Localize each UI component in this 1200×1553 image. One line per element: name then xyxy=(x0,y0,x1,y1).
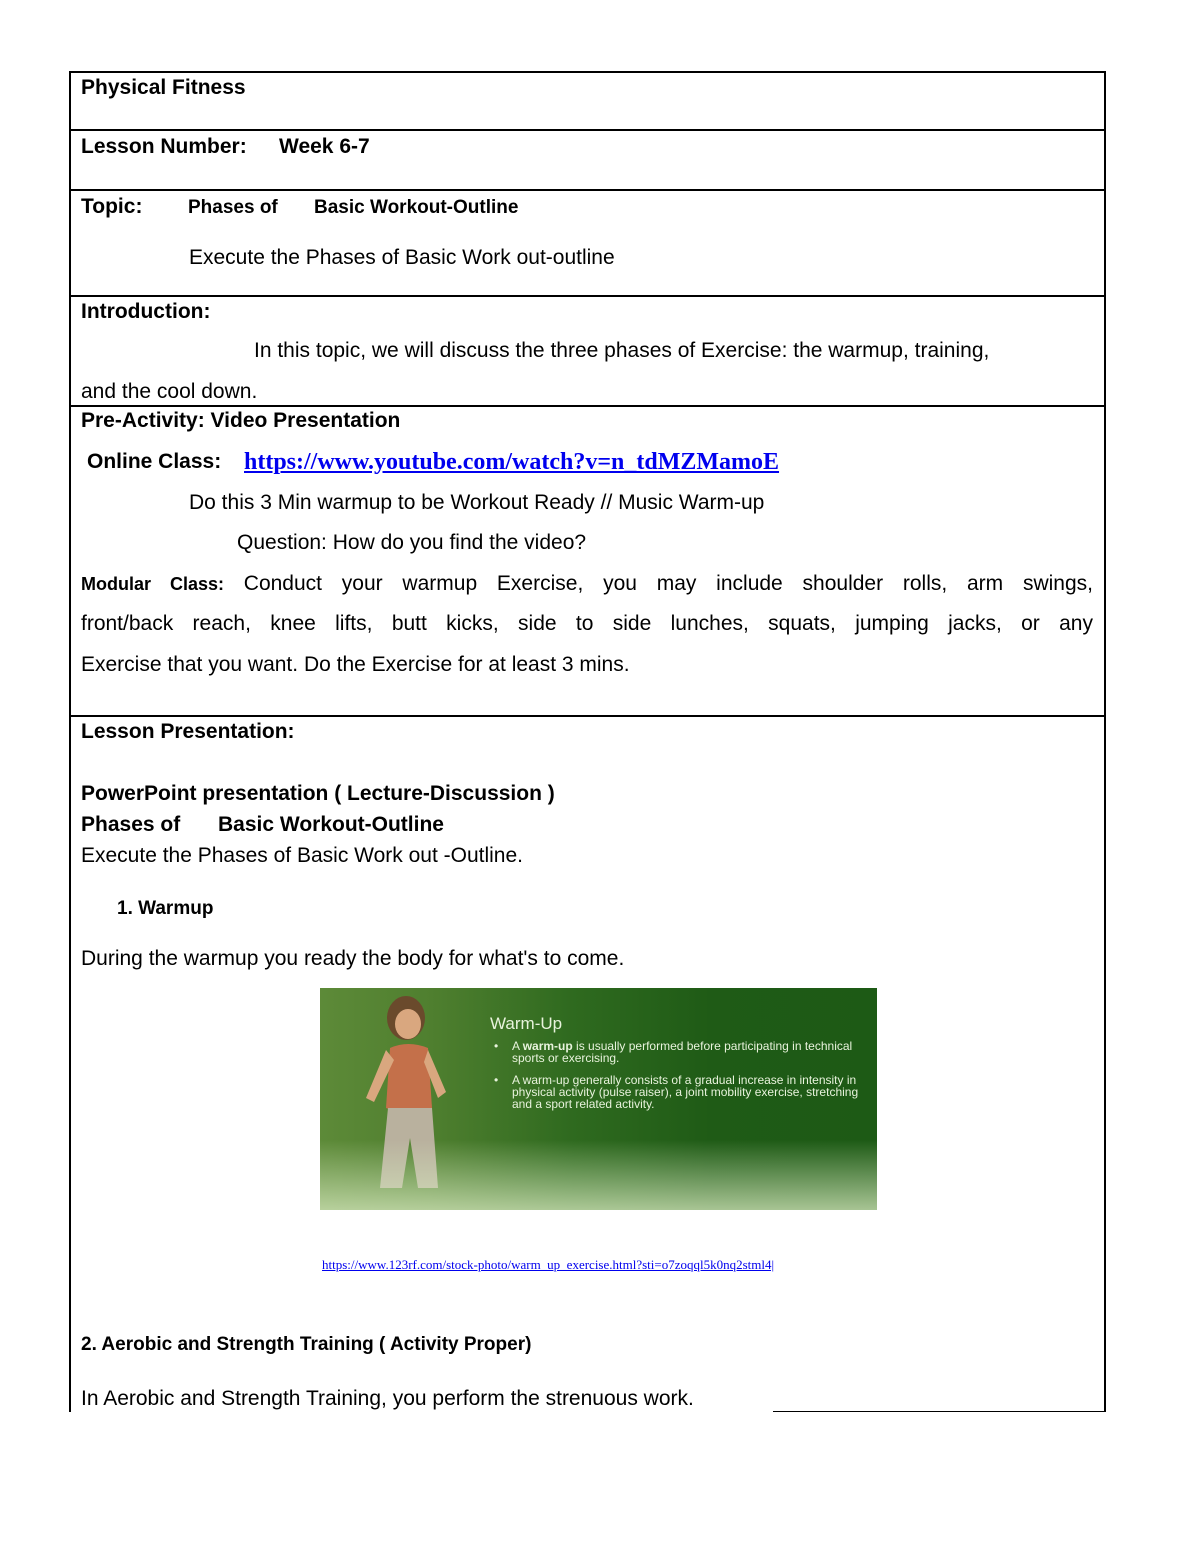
modular-class-line2: front/back reach, knee lifts, butt kicks, side to side lunches, squats, jumping jacks, or any xyxy=(81,612,1093,635)
aerobic-text: In Aerobic and Strength Training, you perform the strenuous work. xyxy=(81,1387,694,1410)
aerobic-heading: 2. Aerobic and Strength Training ( Activity Proper) xyxy=(81,1334,532,1355)
topic-description: Execute the Phases of Basic Work out-outline xyxy=(189,246,615,269)
document-title: Physical Fitness xyxy=(81,76,246,99)
lesson-presentation-label: Lesson Presentation: xyxy=(81,720,295,743)
introduction-label: Introduction: xyxy=(81,300,211,323)
slide-fade xyxy=(320,1140,877,1210)
title-row xyxy=(71,73,1104,131)
pre-activity-label: Pre-Activity: Video Presentation xyxy=(81,409,401,432)
slide-bullets xyxy=(492,1040,862,1120)
topic-row xyxy=(71,191,1104,297)
modular-class-line1 xyxy=(81,572,1093,596)
topic-title-part1: Phases of xyxy=(188,197,278,218)
topic-label: Topic: xyxy=(81,195,143,218)
powerpoint-heading: PowerPoint presentation ( Lecture-Discussion ) xyxy=(81,782,555,805)
topic-title-part2: Basic Workout-Outline xyxy=(314,197,519,218)
phases-heading-part2: Basic Workout-Outline xyxy=(218,813,444,836)
video-question: Question: How do you find the video? xyxy=(237,531,587,554)
lesson-number-label: Lesson Number: xyxy=(81,135,247,158)
pre-activity-row xyxy=(71,407,1104,717)
introduction-row xyxy=(71,297,1104,407)
lesson-number-row xyxy=(71,131,1104,191)
slide-bullet-1: • A warm-up is usually performed before participating in technical sports or exercising. xyxy=(492,1040,862,1064)
execute-text: Execute the Phases of Basic Work out -Outline. xyxy=(81,844,523,867)
modular-class-line3: Exercise that you want. Do the Exercise for at least 3 mins. xyxy=(81,653,630,676)
online-class-label: Online Class: xyxy=(87,450,222,473)
slide-title: Warm-Up xyxy=(490,1014,563,1033)
online-class-link[interactable]: https://www.youtube.com/watch?v=n_tdMZMamoE xyxy=(244,449,780,475)
phases-heading-part1: Phases of xyxy=(81,813,181,836)
warmup-text: During the warmup you ready the body for what's to come. xyxy=(81,947,625,970)
warmup-slide-image xyxy=(320,988,877,1210)
image-source-link[interactable]: https://www.123rf.com/stock-photo/warm_up_exercise.html?sti=o7zoqql5k0nq2stml4| xyxy=(322,1257,775,1272)
warmup-heading: 1. Warmup xyxy=(117,898,214,919)
bottom-rule xyxy=(773,1411,1106,1412)
lesson-plan-table xyxy=(69,71,1106,1412)
modular-class-label: Modular Class: xyxy=(81,574,224,594)
introduction-line1: In this topic, we will discuss the three phases of Exercise: the warmup, training, xyxy=(254,339,990,362)
introduction-line2: and the cool down. xyxy=(81,380,258,403)
slide-bullet-2: • A warm-up generally consists of a gradual increase in intensity in physical activity (pulse raiser), a joint mobility exercise, stretching and a sport related activity. xyxy=(492,1074,862,1110)
video-title: Do this 3 Min warmup to be Workout Ready // Music Warm-up xyxy=(189,491,765,514)
modular-class-text1: Conduct your warmup Exercise, you may include shoulder rolls, arm swings, xyxy=(243,572,1093,595)
lesson-number-value: Week 6-7 xyxy=(279,135,370,158)
